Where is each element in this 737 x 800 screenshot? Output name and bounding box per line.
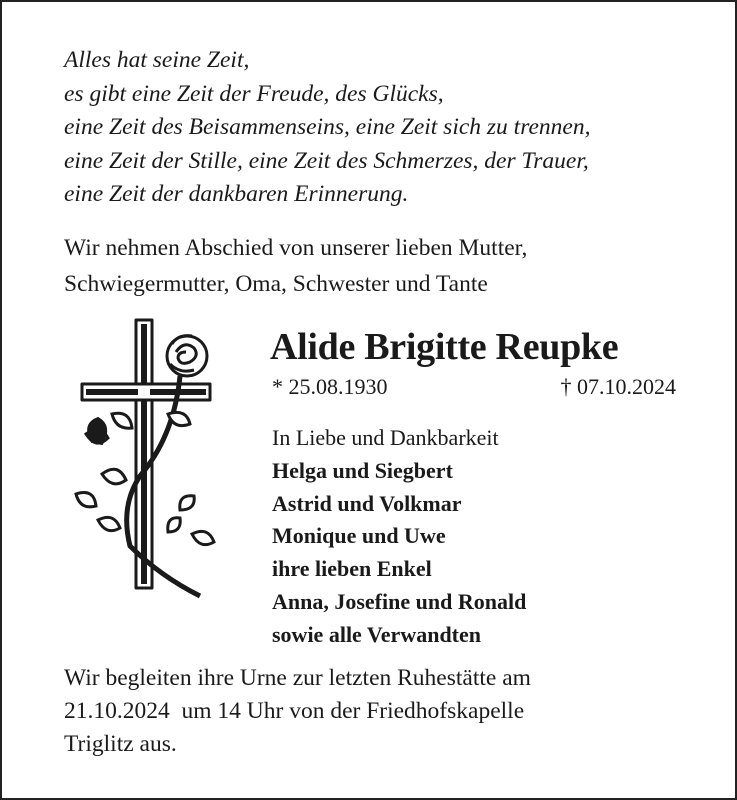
deceased-name: Alide Brigitte Reupke <box>270 326 619 368</box>
funeral-line: 21.10.2024 um 14 Uhr von der Friedhofskapelle <box>64 698 525 724</box>
death-date: † 07.10.2024 <box>560 374 676 399</box>
funeral-line: Triglitz aus. <box>64 731 177 757</box>
mourners-heading: In Liebe und Dankbarkeit <box>272 425 499 450</box>
poem-line: eine Zeit der dankbaren Erinnerung. <box>64 181 409 207</box>
life-dates <box>272 372 676 402</box>
cross-with-rose-icon <box>72 314 232 614</box>
poem-line: eine Zeit der Stille, eine Zeit des Schmerzes, der Trauer, <box>64 147 589 174</box>
intro-line: Schwiegermutter, Oma, Schwester und Tante <box>64 271 488 297</box>
poem-line: es gibt eine Zeit der Freude, des Glücks, <box>64 80 444 107</box>
poem-line: Alles hat seine Zeit, <box>64 47 250 73</box>
funeral-notice <box>64 662 714 761</box>
farewell-intro <box>64 230 714 302</box>
birth-date: * 25.08.1930 <box>272 374 388 399</box>
mourners-list <box>272 422 692 652</box>
mourner-line: Anna, Josefine und Ronald <box>272 588 527 614</box>
intro-line: Wir nehmen Abschied von unserer lieben Mutter, <box>64 235 528 261</box>
mourner-line: ihre lieben Enkel <box>272 556 432 582</box>
poem-line: eine Zeit des Beisammenseins, eine Zeit sich zu trennen, <box>64 114 591 140</box>
mourner-line: Helga und Siegbert <box>272 457 453 483</box>
funeral-line: Wir begleiten ihre Urne zur letzten Ruhestätte am <box>64 665 531 691</box>
mourner-line: sowie alle Verwandten <box>272 621 481 647</box>
mourner-line: Monique und Uwe <box>272 523 446 549</box>
poem <box>64 44 714 212</box>
mourner-line: Astrid und Volkmar <box>272 490 462 516</box>
